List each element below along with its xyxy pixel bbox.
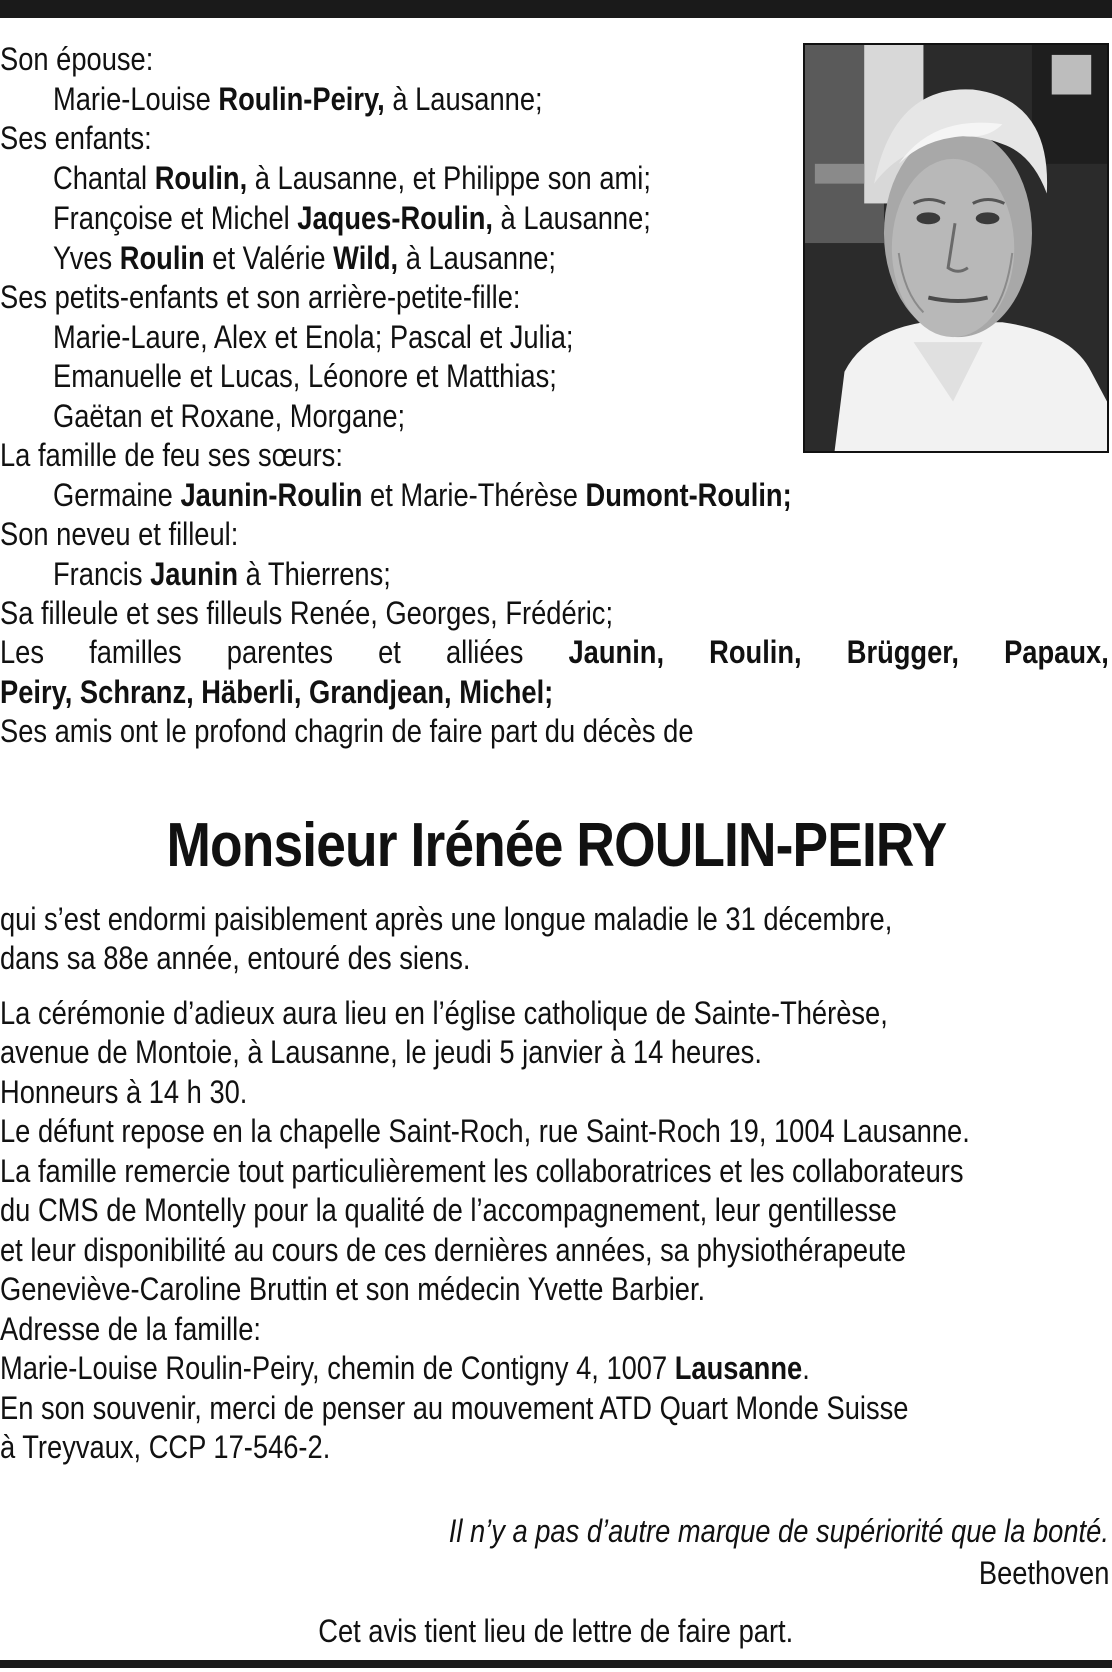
- notice-line: Ses enfants:: [0, 120, 152, 156]
- body-line: En son souvenir, merci de penser au mouvement ATD Quart Monde Suisse: [0, 1390, 909, 1426]
- notice-line: Francis Jaunin à Thierrens;: [53, 556, 391, 592]
- portrait-photo: [803, 43, 1109, 453]
- notice-line: Yves Roulin et Valérie Wild, à Lausanne;: [53, 240, 557, 276]
- notice-line: Françoise et Michel Jaques-Roulin, à Lausanne;: [53, 200, 651, 236]
- deceased-name-title: Monsieur Irénée ROULIN-PEIRY: [166, 811, 946, 880]
- body-line: Marie-Louise Roulin-Peiry, chemin de Contigny 4, 1007 Lausanne.: [0, 1350, 810, 1386]
- body-line: La famille remercie tout particulièrement les collaboratrices et les collaborateurs: [0, 1153, 964, 1189]
- body-line: et leur disponibilité au cours de ces dernières années, sa physiothérapeute: [0, 1232, 907, 1268]
- body-line: Adresse de la famille:: [0, 1311, 261, 1347]
- notice-line: Peiry, Schranz, Häberli, Grandjean, Michel;: [0, 674, 554, 710]
- bottom-rule: [0, 1660, 1112, 1668]
- body-line: à Treyvaux, CCP 17-546-2.: [0, 1429, 331, 1465]
- notice-line: Sa filleule et ses filleuls Renée, Georges, Frédéric;: [0, 595, 614, 631]
- closing-note: Cet avis tient lieu de lettre de faire part.: [318, 1613, 794, 1649]
- notice-line: Ses petits-enfants et son arrière-petite-fille:: [0, 279, 521, 315]
- notice-line: Ses amis ont le profond chagrin de faire part du décès de: [0, 713, 694, 749]
- notice-line: Gaëtan et Roxane, Morgane;: [53, 398, 406, 434]
- body-line: Le défunt repose en la chapelle Saint-Roch, rue Saint-Roch 19, 1004 Lausanne.: [0, 1113, 970, 1149]
- quote-author: Beethoven: [978, 1555, 1109, 1591]
- notice-line-justified: Les familles parentes et alliées Jaunin, Roulin, Brügger, Papaux,: [0, 634, 1109, 670]
- notice-line: Marie-Louise Roulin-Peiry, à Lausanne;: [53, 81, 543, 117]
- notice-line: La famille de feu ses sœurs:: [0, 437, 343, 473]
- body-line: Honneurs à 14 h 30.: [0, 1074, 248, 1110]
- notice-line: Son neveu et filleul:: [0, 516, 239, 552]
- body-line: La cérémonie d’adieux aura lieu en l’église catholique de Sainte-Thérèse,: [0, 995, 888, 1031]
- notice-line: Son épouse:: [0, 41, 154, 77]
- body-line: Geneviève-Caroline Bruttin et son médecin Yvette Barbier.: [0, 1271, 706, 1307]
- body-line: dans sa 88e année, entouré des siens.: [0, 940, 471, 976]
- top-rule: [0, 0, 1112, 18]
- body-line: qui s’est endormi paisiblement après une longue maladie le 31 décembre,: [0, 901, 893, 937]
- body-line: avenue de Montoie, à Lausanne, le jeudi 5 janvier à 14 heures.: [0, 1034, 762, 1070]
- body-line: du CMS de Montelly pour la qualité de l’accompagnement, leur gentillesse: [0, 1192, 897, 1228]
- notice-line: Emanuelle et Lucas, Léonore et Matthias;: [53, 358, 557, 394]
- notice-line: Chantal Roulin, à Lausanne, et Philippe son ami;: [53, 160, 651, 196]
- quote: Il n’y a pas d’autre marque de supériorité que la bonté.: [448, 1513, 1109, 1549]
- notice-line: Marie-Laure, Alex et Enola; Pascal et Julia;: [53, 319, 574, 355]
- notice-line: Germaine Jaunin-Roulin et Marie-Thérèse Dumont-Roulin;: [53, 477, 792, 513]
